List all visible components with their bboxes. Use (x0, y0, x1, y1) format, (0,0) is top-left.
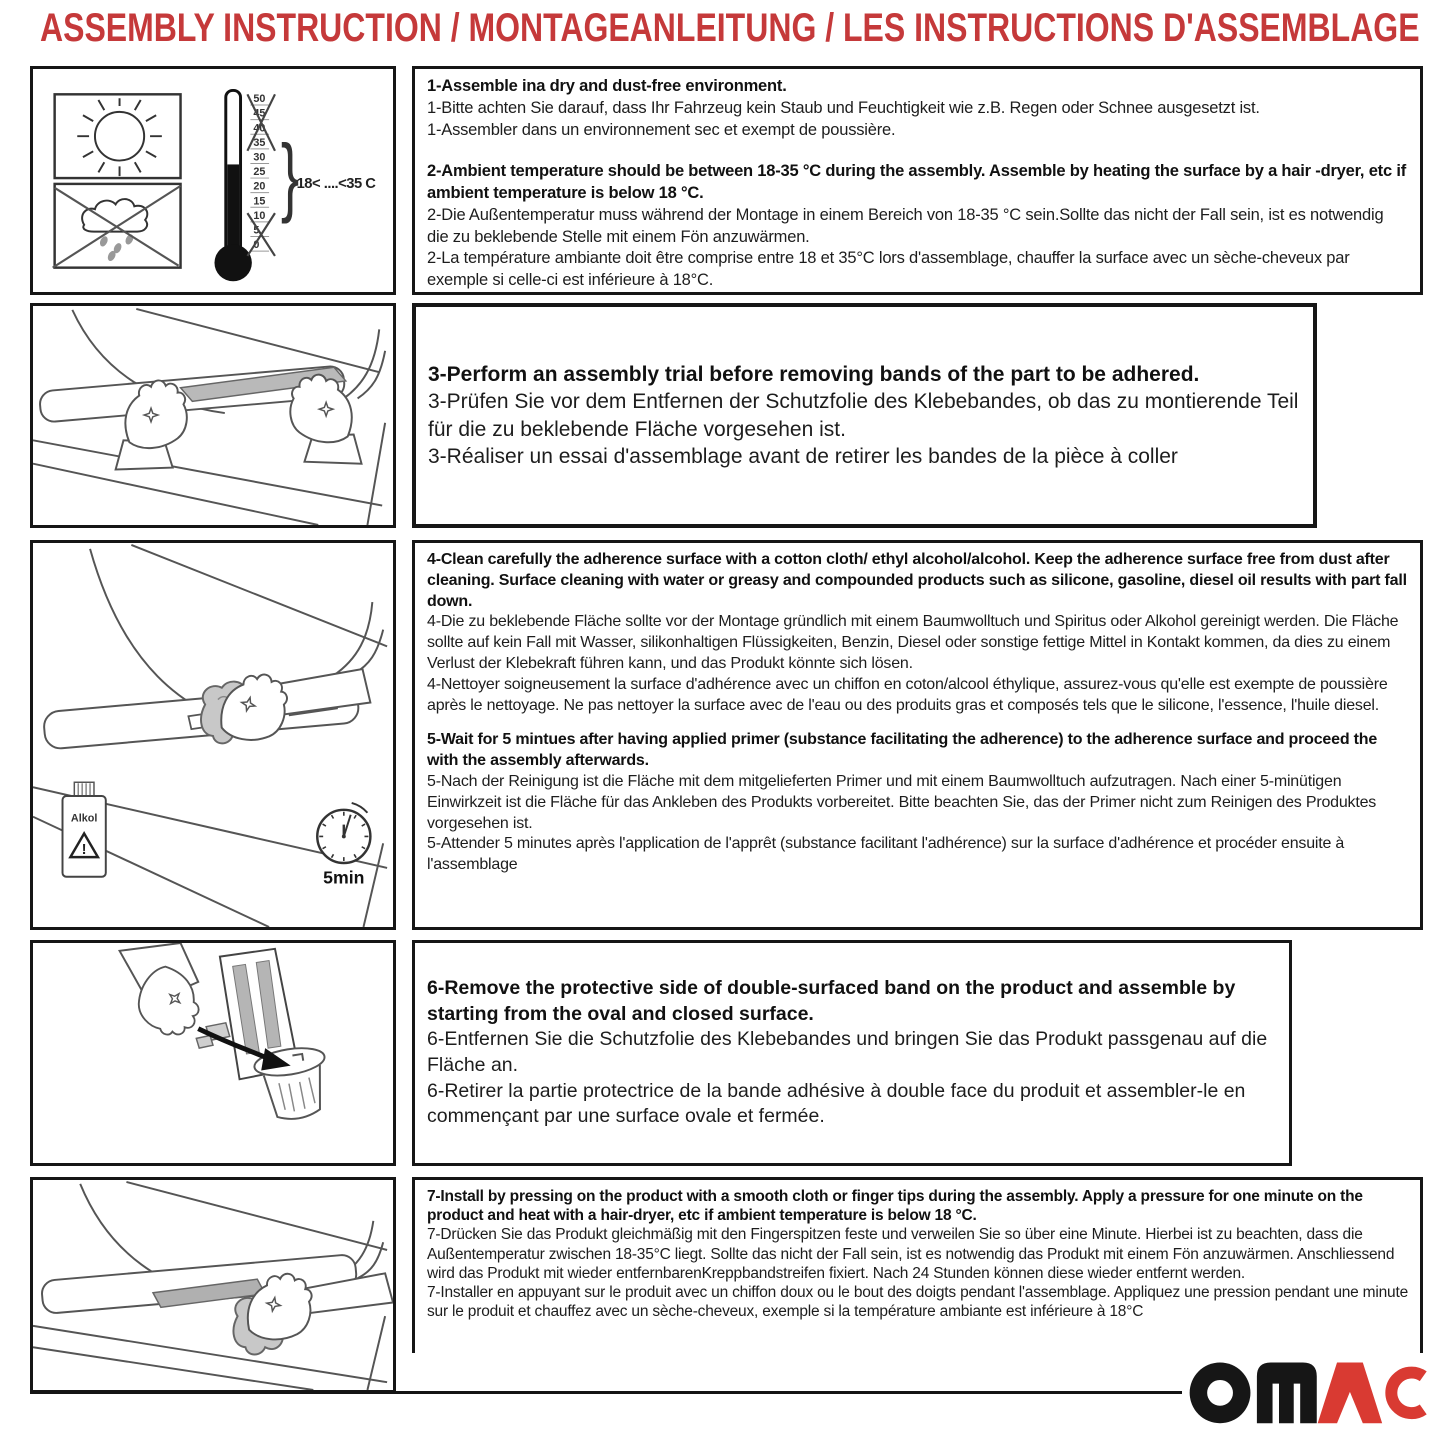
svg-text:40: 40 (253, 122, 266, 135)
band-removal-illustration (33, 943, 393, 1163)
press-install-illustration (33, 1180, 393, 1390)
instruction-paragraph: 2-Ambient temperature should be between 18-35 °C during the assembly. Assemble by heating the surface by a hair -dryer, etc if ambient temperature is below 18 °C. (427, 162, 1407, 203)
svg-text:45: 45 (253, 107, 266, 120)
instruction-paragraph: 4-Nettoyer soigneusement la surface d'adhérence avec un chiffon en coton/alcool éthylique, assurez-vous qu'elle est exempte de poussière après le nettoyage. Ne pas nettoyer la surface avec de l'eau ou des produits gras et composés tels que le silicone, l'essence, l'huile diesel. (427, 675, 1388, 714)
instruction-paragraph: 5-Wait for 5 mintues after having applied primer (substance facilitating the adherence) to the adherence surface and proceed the with the assembly afterwards. (427, 731, 1378, 770)
instruction-paragraph: 4-Die zu beklebende Fläche sollte vor der Montage gründlich mit einem Baumwolltuch und Spiritus oder Alkohol gereinigt werden. Die Fläche sollte auf kein Fall mit Wasser, silikonhaltigen Flüssigkeiten, Benzin, Diesel oder sonstige fettige Mittel in Kontakt kommen, da dies zu einem Verlust der Klebekraft führen kann, und das Produkt könnte sich lösen. (427, 613, 1399, 672)
instruction-paragraph: 5-Attender 5 minutes après l'application de l'apprêt (substance facilitant l'adhérence) sur la surface d'adhérence et procéder ensuite à l'assemblage (427, 835, 1345, 874)
svg-text:0: 0 (253, 239, 260, 252)
instruction-paragraph: 6-Entfernen Sie die Schutzfolie des Klebebandes und bringen Sie das Produkt passgenau auf die Fläche an. (427, 1028, 1268, 1076)
instruction-paragraph: 4-Clean carefully the adherence surface with a cotton cloth/ ethyl alcohol/alcohol. Keep the adherence surface free from dust after cleaning. Surface cleaning with water or greasy and compounded products such as silicone, gasoline, diesel oil results with part fall down. (427, 551, 1407, 610)
instruction-paragraph: 5-Nach der Reinigung ist die Fläche mit dem mitgelieferten Primer und mit einem Baumwolltuch aufzutragen. Nach einer 5-minütigen Einwirkzeit ist die Fläche für das Ankleben des Produkts vorbereitet. Bitte beachten Sie, das der Primer nicht zum Reinigen des Produktes vorgesehen ist. (427, 772, 1377, 832)
instruction-paragraph: 3-Prüfen Sie vor dem Entfernen der Schutzfolie des Klebebandes, ob das zu montierende Teil für die zu beklebende Fläche vorgesehen ist. (428, 390, 1299, 441)
temperature-range-label: 18< ....<35 C (296, 175, 376, 192)
instruction-paragraph: 7-Install by pressing on the product with a smooth cloth or finger tips during the assembly. Apply a pressure for one minute on the product and heat with a hair-dryer, etc if ambient temperature is below 18 °C. (427, 1188, 1363, 1225)
svg-text:5: 5 (253, 224, 260, 237)
instruction-paragraph: 6-Retirer la partie protectrice de la bande adhésive à double face du produit et assembler-le en commençant par une surface ovale et fermée. (427, 1079, 1246, 1128)
illustration-panel-environment (30, 66, 396, 295)
instruction-paragraph: 3-Réaliser un essai d'assemblage avant de retirer les bandes de la pièce à coller (428, 444, 1178, 468)
illustration-panel-trial (30, 303, 396, 528)
surface-cleaning-illustration (33, 543, 393, 927)
thermometer-icon (214, 90, 376, 281)
illustration-panel-press (30, 1177, 396, 1393)
logo-letter-m (1257, 1362, 1317, 1423)
alcohol-bottle-icon (63, 782, 106, 877)
instruction-paragraph: 2-La température ambiante doit être comprise entre 18 et 35°C lors d'assemblage, chauffer la surface avec un sèche-cheveux par exemple si celle-ci est inférieure à 18°C. (427, 249, 1350, 290)
svg-text:15: 15 (253, 195, 266, 208)
text-panel-5 (412, 1177, 1423, 1353)
clock-icon (317, 803, 370, 888)
assembly-trial-illustration (33, 306, 393, 525)
instruction-paragraph: 1-Bitte achten Sie darauf, dass Ihr Fahrzeug kein Staub und Feuchtigkeit wie z.B. Regen oder Schnee ausgesetzt ist. (427, 98, 1260, 117)
bottle-label: Alkol (70, 812, 98, 825)
bottom-divider-line (30, 1391, 1182, 1394)
instruction-paragraph: 1-Assemble ina dry and dust-free environment. (427, 77, 787, 95)
warning-exclamation: ! (81, 842, 87, 859)
svg-text:10: 10 (253, 210, 266, 222)
svg-text:25: 25 (253, 166, 266, 179)
logo-letter-a (1318, 1362, 1382, 1423)
svg-text:20: 20 (253, 180, 266, 193)
no-rain-icon (53, 184, 181, 268)
right-hand-icon (290, 375, 361, 464)
svg-text:50: 50 (253, 93, 266, 106)
range-brace: } (280, 127, 300, 225)
svg-text:30: 30 (253, 151, 266, 164)
illustration-panel-cleaning (30, 540, 396, 930)
instruction-paragraph: 7-Drücken Sie das Produkt gleichmäßig mit den Fingerspitzen feste und verweilen Sie so über eine Minute. Hierbei ist zu beachten, dass die Außentemperatur zwischen 18-35°C liegt. Sollte das nicht der Fall sein, ist es notwendig das Produkt mit einem Fön anzuwärmen. Anschliessend wird das Produkt mit wieder entfernbarenKreppbandstreifen fixiert. Nach 24 Stunden können diese wieder entfernt werden. (427, 1226, 1395, 1282)
instruction-paragraph: 3-Perform an assembly trial before removing bands of the part to be adhered. (428, 362, 1200, 386)
text-panel-2 (412, 303, 1317, 528)
environment-illustration (33, 69, 393, 292)
text-panel-1 (412, 66, 1423, 295)
omac-logo-graphic (1188, 1356, 1440, 1426)
page-title: ASSEMBLY INSTRUCTION / MONTAGEANLEITUNG / LES INSTRUCTIONS D'ASSEMBLAGE (40, 6, 1420, 50)
sun-icon (55, 94, 181, 178)
logo-letter-o (1190, 1362, 1251, 1423)
instruction-paragraph: 7-Installer en appuyant sur le produit avec un chiffon doux ou le bout des doigts pendant l'assemblage. Appliquez une pression pendant une minute sur le produit et chauffez avec un sèche-cheveux, exemple si la température ambiante est inférieure à 18°C (427, 1284, 1409, 1321)
omac-logo (1188, 1356, 1440, 1426)
instruction-paragraph: 2-Die Außentemperatur muss während der Montage in einem Bereich von 18-35 °C sein.Sollte das nicht der Fall sein, ist es notwendig die zu beklebende Stelle mit einem Fön anzuwärmen. (427, 205, 1384, 246)
instruction-paragraph: 1-Assembler dans un environnement sec et exempt de poussière. (427, 120, 896, 139)
illustration-panel-band-removal (30, 940, 396, 1166)
instruction-paragraph: 6-Remove the protective side of double-surfaced band on the product and assemble by starting from the oval and closed surface. (427, 976, 1236, 1025)
clock-label: 5min (323, 867, 365, 888)
logo-letter-c (1391, 1373, 1423, 1414)
svg-text:35: 35 (253, 136, 266, 149)
text-panel-3 (412, 540, 1423, 930)
text-panel-4 (412, 940, 1292, 1166)
